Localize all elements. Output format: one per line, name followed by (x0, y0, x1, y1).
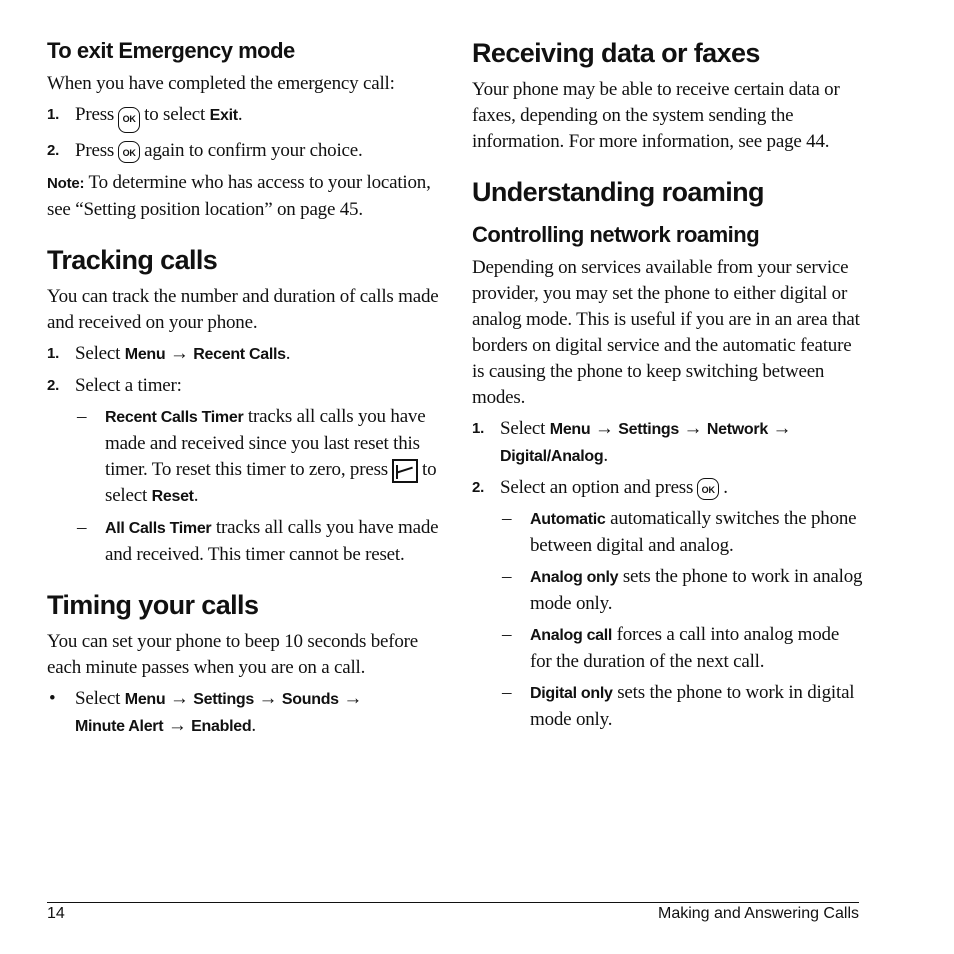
step-number: 2. (47, 377, 60, 395)
option-automatic: – Automatic automatically switches the phone between digital and analog. (502, 508, 857, 557)
step-number: 1. (47, 106, 60, 124)
option-analog-only: – Analog only sets the phone to work in analog mode only. (502, 566, 863, 615)
tracking-intro: You can track the number and duration of calls made and received on your phone. (47, 286, 439, 334)
receiving-text: Your phone may be able to receive certain data or faxes, depending on the system sending the information. For more information, see page 44. (472, 79, 840, 153)
recent-calls-timer-item: – Recent Calls Timer tracks all calls you have made and received since you last reset this timer. To reset this timer to zero, press to select Reset. (77, 406, 437, 507)
exit-note: Note: To determine who has access to your location, see “Setting position location” on page 45. (47, 172, 431, 221)
tracking-step-2: 2. Select a timer: (47, 373, 439, 399)
tracking-step-1: 1. Select Menu → Recent Calls. (47, 341, 439, 368)
timing-calls-heading: Timing your calls (47, 590, 259, 621)
understanding-roaming-heading: Understanding roaming (472, 177, 764, 208)
roaming-step-1: 1. Select Menu → Settings → Network → Digital/Analog. (472, 418, 792, 467)
controlling-roaming-subheading: Controlling network roaming (472, 222, 760, 248)
step-number: 2. (47, 142, 60, 160)
roaming-step-2: 2. Select an option and press OK . (472, 475, 864, 501)
ok-key-icon: OK (697, 478, 719, 500)
left-column (47, 38, 439, 740)
chapter-title: Making and Answering Calls (658, 905, 859, 922)
exit-emergency-heading: To exit Emergency mode (47, 38, 295, 63)
all-calls-timer-item: – All Calls Timer tracks all calls you have made and received. This timer cannot be reset. (77, 517, 439, 566)
step-number: 1. (472, 420, 485, 438)
receiving-data-heading: Receiving data or faxes (472, 38, 760, 68)
exit-intro: When you have completed the emergency call: (47, 73, 395, 95)
bullet-icon: • (49, 688, 56, 710)
step-number: 1. (47, 345, 60, 363)
step-number: 2. (472, 479, 485, 497)
page-footer (47, 902, 859, 923)
tracking-calls-heading: Tracking calls (47, 245, 218, 276)
right-column (472, 38, 864, 733)
exit-step-2: 2. Press OK again to confirm your choice. (47, 138, 439, 164)
page-number: 14 (47, 905, 65, 922)
exit-step-1: 1. Press OK to select Exit. (47, 102, 439, 133)
timing-intro: You can set your phone to beep 10 seconds before each minute passes when you are on a call. (47, 631, 419, 679)
option-analog-call: – Analog call forces a call into analog mode for the duration of the next call. (502, 624, 840, 673)
option-digital-only: – Digital only sets the phone to work in digital mode only. (502, 682, 855, 731)
ok-key-icon: OK (118, 107, 140, 133)
note-label: Note: (47, 175, 85, 193)
ok-key-icon: OK (118, 141, 140, 163)
exit-label: Exit (209, 107, 238, 125)
timing-step: • Select Menu → Settings → Sounds → Minute Alert → Enabled. (49, 688, 363, 737)
roaming-intro: Depending on services available from your service provider, you may set the phone to either digital or analog mode. This is useful if you are in an area that borders on digital service and the automatic feature is causing the phone to keep switching between modes. (472, 257, 860, 409)
left-softkey-icon (392, 459, 418, 483)
